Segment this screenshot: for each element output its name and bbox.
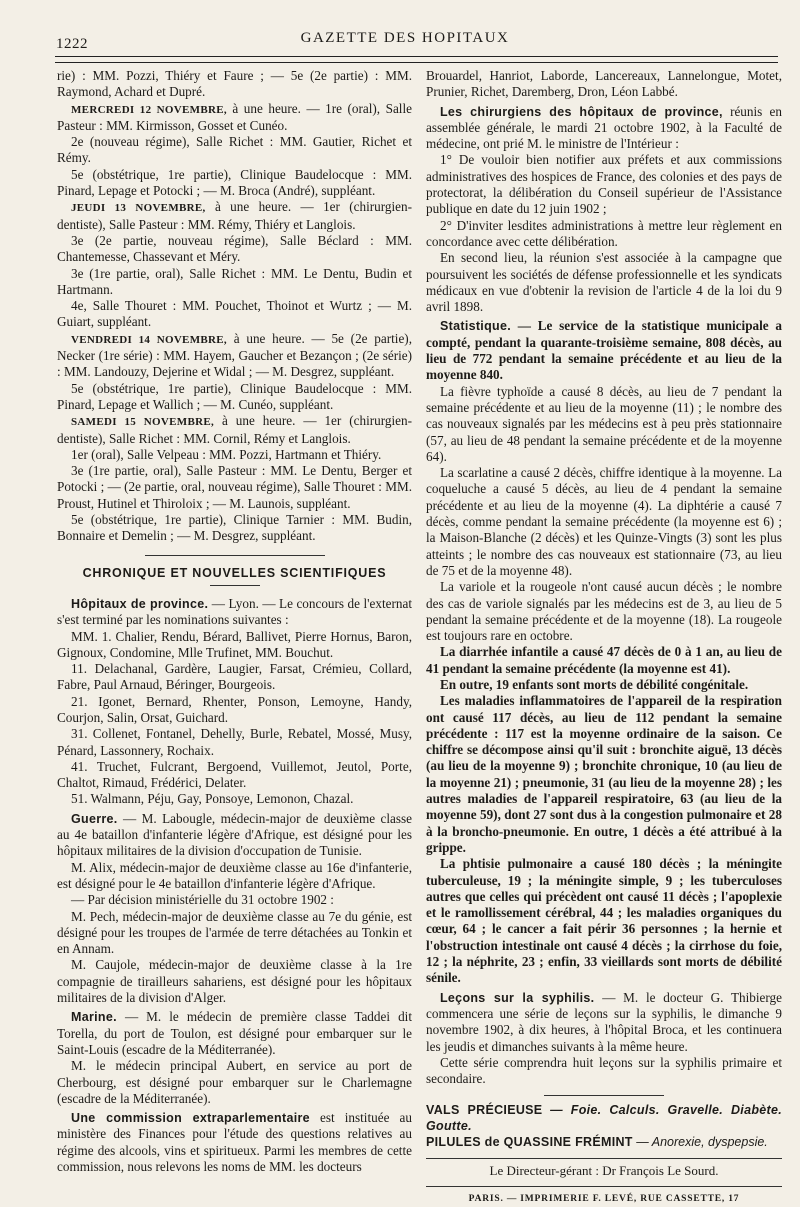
paragraph	[57, 596, 412, 629]
paragraph: rie) : MM. Pozzi, Thiéry et Faure ; — 5e (2e partie) : MM. Raymond, Achard et Dupré.	[57, 68, 412, 100]
paragraph: La scarlatine a causé 2 décès, chiffre identique à la moyenne. La coqueluche a causé 5 décès, au lieu de 4 pendant la semaine précédente et au lieu de la moyenne (4). La diphtérie a causé 7 décès, comme pendant la semaine précédente (la moyenne est 6) ; la Maison-Blanche (2 décès) et les Quinze-Vingts (3) sont les plus atteints ; le nombre des cas nouveaux est stationnaire (73, au lieu de 75 et de la moyenne 48).	[426, 465, 782, 578]
paragraph	[57, 413, 412, 447]
exam-day: JEUDI 13 NOVEMBRE,	[71, 202, 206, 215]
paragraph: 3e (1re partie, oral), Salle Pasteur : MM. Le Dentu, Berger et Potocki ; — (2e partie, oral, nouveau régime), Salle Thouret : MM. Proust, Hutinel et Thiroloix ; — M. Launois, suppléant.	[57, 463, 412, 511]
paragraph: La fièvre typhoïde a causé 8 décès, au lieu de 7 pendant la semaine précédente et au lieu de la moyenne (11) ; le nombre des cas nouveaux signalés par les médecins est à peu près stationnaire (57, au lieu de 48 pendant la semaine précédente et de la moyenne 64).	[426, 383, 782, 464]
exam-text: à une heure. — 1er (chirurgien-dentiste), Salle Pasteur : MM. Rémy, Thiéry et Langlois.	[57, 199, 413, 232]
exam-text: à une heure. — 1re (oral), Salle Pasteur : MM. Kirmisson, Gosset et Cunéo.	[57, 100, 412, 133]
exam-day: VENDREDI 14 NOVEMBRE,	[71, 333, 227, 346]
article-text: — M. Labougle, médecin-major de deuxième classe au 4e bataillon d'infanterie légère d'Afrique, est désigné pour les hôpitaux militaires de la division d'occupation de Tunisie.	[57, 810, 413, 859]
paragraph: Les maladies inflammatoires de l'appareil de la respiration ont causé 117 décès, au lieu de 112 pendant la semaine précédente : 117 est la moyenne ordinaire de la saison. Ce chiffre se décompose ainsi qu'il suit : bronchite aiguë, 13 décès (au lieu de la moyenne 9) ; bronchite chronique, 10 (au lieu de la moyenne 21) ; pneumonie, 31 (au lieu de la moyenne 28) ; les autres maladies de l'appareil respiratoire, 63 (au lieu de la moyenne 59), dont 27 sont dus à la congestion pulmonaire et 28 à la broncho-pneumonie. En outre, 1 décès a été attribué à la grippe.	[426, 693, 782, 855]
article-text: — Le service de la statistique municipale a compté, pendant la quarante-troisième semaine, 808 décès, au lieu de 772 pendant la semaine précédente et au lieu de la moyenne 840.	[426, 318, 783, 383]
paragraph	[57, 811, 412, 860]
article-text: — M. le docteur G. Thibierge commencera une série de leçons sur la syphilis, le dimanche 9 novembre 1902, à dix heures, à l'hôpital Broca, et les continuera les jeudis et dimanches suivants à la même heure.	[426, 989, 782, 1054]
exam-day: SAMEDI 15 NOVEMBRE,	[71, 416, 215, 429]
exam-text: à une heure. — 5e (2e partie), Necker (1re série) : MM. Hayem, Gaucher et Bezançon ; (2e série) : MM. Landouzy, Dejerine et Widal ; — M. Desgrez, suppléant.	[57, 330, 412, 380]
paragraph: M. Alix, médecin-major de deuxième classe au 16e d'infanterie, est désigné pour le 4e bataillon d'infanterie légère d'Afrique.	[57, 859, 412, 891]
paragraph	[57, 1009, 412, 1058]
paragraph: 1er (oral), Salle Velpeau : MM. Pozzi, Hartmann et Thiéry.	[71, 446, 382, 462]
article-heading: Guerre.	[71, 811, 118, 826]
director-line: Le Directeur-gérant : Dr François Le Sourd.	[426, 1158, 782, 1179]
section-title: CHRONIQUE ET NOUVELLES SCIENTIFIQUES	[82, 565, 387, 580]
exam-text: à une heure. — 1er (chirurgien-dentiste), Salle Richet : MM. Cornil, Rémy et Langlois.	[57, 413, 412, 446]
divider	[544, 1095, 664, 1096]
paragraph: 5e (obstétrique, 1re partie), Clinique Baudelocque : MM. Pinard, Lepage et Potocki ; — M. Broca (André), suppléant.	[57, 166, 412, 199]
page-title: GAZETTE DES HOPITAUX	[300, 30, 510, 46]
paragraph: 2e (nouveau régime), Salle Richet : MM. Gautier, Richet et Rémy.	[57, 134, 412, 166]
paragraph: — Par décision ministérielle du 31 octobre 1902 :	[71, 892, 334, 908]
paragraph: La variole et la rougeole n'ont causé aucun décès ; le nombre des cas de variole signalés par les médecins est de 3, au lieu de 5 pendant la semaine précédente et de la moyenne (18). La rougeole est toujours rare en octobre.	[426, 579, 782, 644]
paragraph: Brouardel, Hanriot, Laborde, Lancereaux, Lannelongue, Motet, Prunier, Richet, Daremberg, Dron, Léon Labbé.	[426, 68, 782, 100]
paragraph: 1° De vouloir bien notifier aux préfets et aux commissions administratives des hospices de France, des colonies et des pays de protectorat, la délibération du Conseil supérieur de l'Assistance publique en date du 12 juin 1902 ;	[426, 152, 782, 217]
paragraph	[426, 104, 782, 153]
paragraph: 5e (obstétrique, 1re partie), Clinique Tarnier : MM. Budin, Bonnaire et Demelin ; — M. Desgrez, suppléant.	[57, 512, 412, 544]
right-column	[426, 68, 782, 1207]
page-number: 1222	[56, 36, 88, 52]
paragraph: 11. Delachanal, Gardère, Laugier, Farsat, Crémieu, Collard, Fabre, Paul Arnaud, Béringer, Bourgeois.	[57, 661, 412, 693]
printer-imprint: PARIS. — IMPRIMERIE F. LEVÉ, RUE CASSETTE, 17	[426, 1186, 782, 1207]
header-rule	[55, 56, 778, 63]
title-underline	[210, 585, 260, 586]
paragraph: 4e, Salle Thouret : MM. Pouchet, Thoinot et Wurtz ; — M. Guiart, suppléant.	[57, 298, 412, 330]
ornament-divider	[145, 555, 325, 557]
paragraph	[426, 990, 782, 1055]
paragraph: 3e (1re partie, oral), Salle Richet : MM. Le Dentu, Budin et Hartmann.	[57, 265, 412, 297]
page-header	[40, 28, 770, 58]
paragraph: 3e (2e partie, nouveau régime), Salle Béclard : MM. Chantemesse, Chassevant et Méry.	[57, 232, 412, 265]
ad-product: VALS PRÉCIEUSE	[426, 1103, 543, 1118]
article-heading: Les chirurgiens des hôpitaux de province,	[440, 104, 723, 119]
paragraph	[57, 199, 412, 233]
paragraph: 2° D'inviter lesdites administrations à mettre leur règlement en concordance avec cette délibération.	[426, 217, 782, 249]
paragraph: En second lieu, la réunion s'est associée à la campagne que poursuivent les sociétés de défense professionnelle et les syndicats médicaux en vue d'obtenir la revision de l'article 4 de la loi du 9 avril 1898.	[426, 250, 782, 315]
paragraph: M. Caujole, médecin-major de deuxième classe à la 1re compagnie de tirailleurs sahariens, est désigné pour les hôpitaux militaires de la division d'Alger.	[57, 957, 412, 1006]
article-heading: Marine.	[71, 1010, 117, 1025]
article-heading: Leçons sur la syphilis.	[440, 990, 595, 1005]
ad-product: PILULES de QUASSINE FRÉMINT	[426, 1135, 633, 1150]
paragraph: M. le médecin principal Aubert, en service au port de Cherbourg, est désigné pour embarquer sur le Charlemagne (escadre de la Méditerranée).	[57, 1058, 412, 1106]
advertisement	[426, 1102, 782, 1150]
paragraph	[57, 331, 412, 381]
paragraph: 21. Igonet, Bernard, Rhenter, Ponson, Lemoyne, Handy, Courjon, Salin, Orsat, Guichard.	[57, 693, 412, 725]
paragraph: 5e (obstétrique, 1re partie), Clinique Baudelocque : MM. Pinard, Lepage et Wallich ; — M. Cunéo, suppléant.	[57, 380, 412, 412]
article-heading: Hôpitaux de province.	[71, 596, 209, 611]
paragraph: 41. Truchet, Fulcrant, Bergoend, Vuillemot, Jeutol, Porte, Chaltot, Rimaud, Frédérici, Delater.	[57, 758, 412, 791]
paragraph	[426, 318, 782, 383]
paragraph: 31. Collenet, Fontanel, Dehelly, Burle, Rebatel, Mossé, Musy, Pénard, Lassonnery, Rochaix.	[57, 726, 412, 758]
left-column	[57, 68, 412, 1175]
paragraph	[57, 101, 412, 135]
paragraph: En outre, 19 enfants sont morts de débilité congénitale.	[440, 676, 749, 692]
paragraph: La diarrhée infantile a causé 47 décès de 0 à 1 an, au lieu de 41 pendant la semaine précédente (la moyenne est 41).	[426, 644, 782, 676]
ad-line	[426, 1102, 782, 1134]
article-heading: Une commission extraparlementaire	[71, 1111, 310, 1126]
ad-line	[426, 1134, 782, 1150]
article-text: est instituée au ministère des Finances pour l'étude des questions relatives au régime des alcools, vins et spiritueux. Parmi les membres de cette commission, nous relevons les noms de MM. les docteurs	[57, 1110, 412, 1174]
paragraph: MM. 1. Chalier, Rendu, Bérard, Ballivet, Pierre Hornus, Baron, Gignoux, Condomine, Mlle Trufinet, MM. Bouchut.	[57, 628, 412, 660]
article-text: — M. le médecin de première classe Taddei dit Torella, du port de Toulon, est désigné pour embarquer sur le Saint-Louis (escadre de la Méditerranée).	[57, 1009, 412, 1057]
ad-description: — Foie. Calculs. Gravelle. Diabète. Goutte.	[426, 1103, 782, 1134]
exam-day: MERCREDI 12 NOVEMBRE,	[71, 103, 227, 116]
paragraph: M. Pech, médecin-major de deuxième classe au 7e du génie, est désigné pour les troupes de l'armée de terre détachées au Tonkin et en Annam.	[57, 908, 412, 957]
ad-description: — Anorexie, dyspepsie.	[636, 1135, 768, 1150]
article-heading: Statistique.	[440, 319, 511, 334]
paragraph: 51. Walmann, Péju, Gay, Ponsoye, Lemonon, Chazal.	[71, 791, 354, 807]
paragraph: Cette série comprendra huit leçons sur la syphilis primaire et secondaire.	[426, 1054, 782, 1087]
article-text: — Lyon. — Le concours de l'externat s'est terminé par les nominations suivantes :	[57, 595, 412, 628]
article-text: réunis en assemblée générale, le mardi 21 octobre 1902, à la Faculté de médecine, ont prié M. le ministre de l'Intérieur :	[426, 103, 782, 152]
paragraph	[57, 1110, 412, 1175]
paragraph: La phtisie pulmonaire a causé 180 décès ; la méningite tuberculeuse, 19 ; la méningite simple, 9 ; les tuberculoses autres que celles qui précèdent ont causé 11 décès ; l'apoplexie et le ramollissement cérébral, 44 ; les maladies organiques du cœur, 64 ; le cancer a fait périr 36 personnes ; la hernie et l'obstruction intestinale ont causé 4 décès ; la cirrhose du foie, 12 ; la néphrite, 23 ; enfin, 33 vieillards sont morts de débilité sénile.	[426, 856, 782, 986]
